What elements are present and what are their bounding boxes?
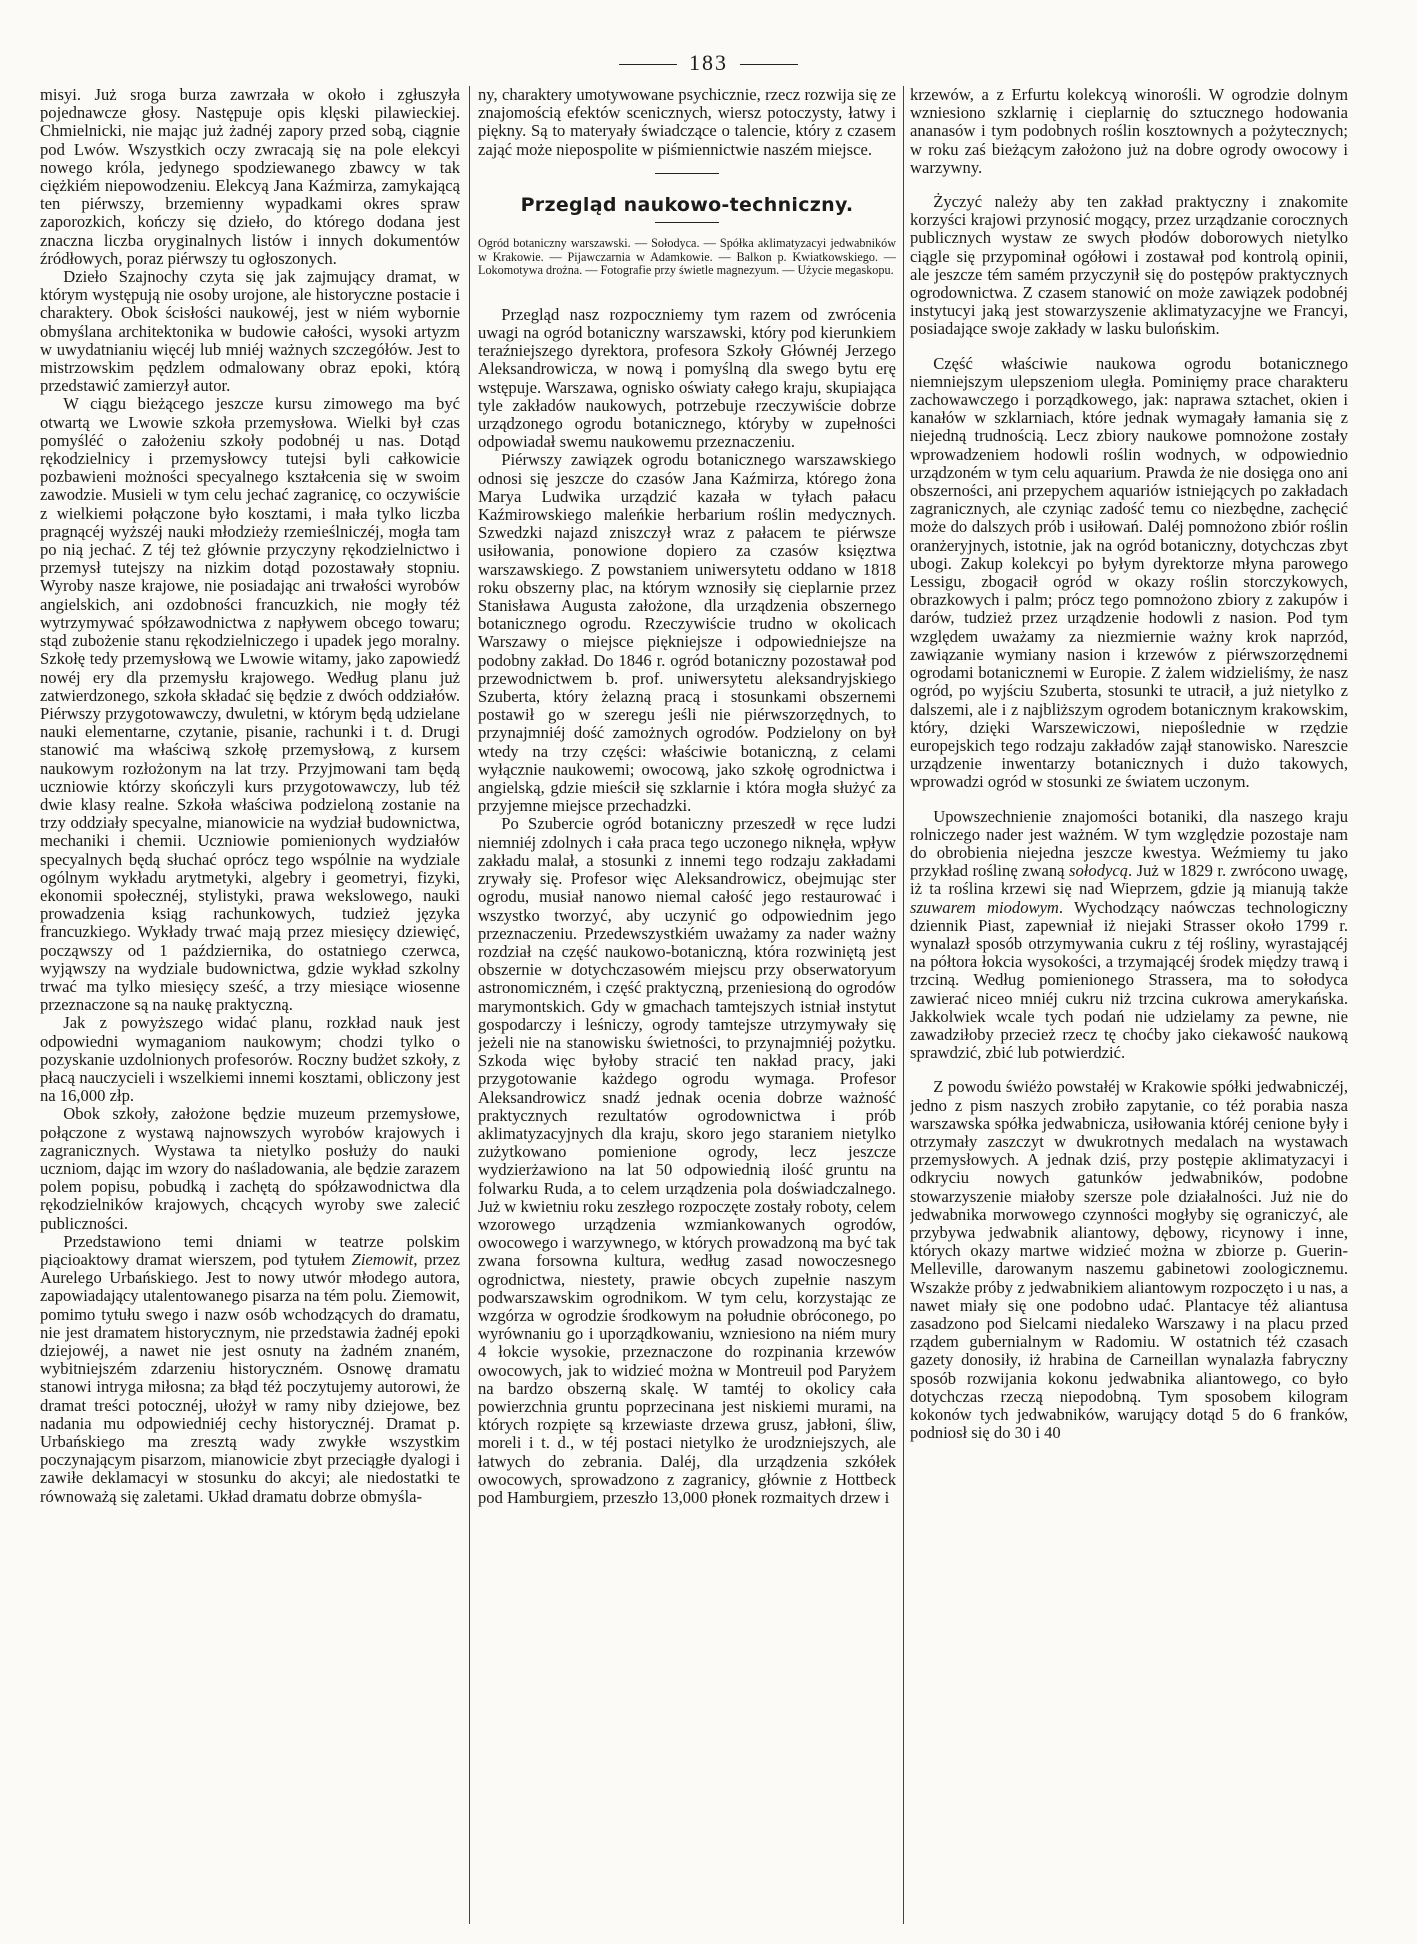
paragraph: Piérwszy zawiązek ogrodu botanicznego warszawskiego odnosi się jeszcze do czasów Jana Kaźmirza, którego żona Marya Ludwika urządzić kazała w tyłach pałacu Kaźmirowskiego maleńkie herbarium roślin medycznych. Szwedzki najazd zniszczył wraz z pałacem te piérwsze usiłowania, ponowione dopiero za czasów księztwa warszawskiego. Z powstaniem uniwersytetu oddano w 1818 roku obszerny plac, na którym wznosiły się cieplarnie przez Stanisława Augusta założone, dla urządzenia obszernego botanicznego ogrodu. Rzeczywiście trudno w okolicach Warszawy o miejsce piękniejsze i odpowiedniejsze na podobny zakład. Do 1846 r. ogród botaniczny pozostawał pod przewodnictwem b. prof. uniwersytetu aleksandryjskiego Szuberta, który żelazną pracą i stosunkami obszernemi postawił go w szeregu jeśli nie piérwszorzędnych, to przynajmniéj dość zamożnych ogrodów. Podzielony on był wtedy na trzy części: właściwie botaniczną, z celami wyłącznie naukowemi; owocową, jako szkołę ogrodnictwa i angielską, gdzie mieścił się szklarnie i która mogła służyć za przyjemne miejsce przechadzki. (478, 450, 896, 816)
text-run: . Już w 1829 r. zwrócono uwagę, iż ta roślina krzewi się nad Wieprzem, gdzie ją mianują także (910, 861, 1348, 899)
paragraph: krzewów, a z Erfurtu kolekcyą winorośli. W ogrodzie dolnym wzniesiono szklarnię i cieplarnię do sztucznego hodowania ananasów i tym podobnych roślin kosztownych a pożytecznych; w roku zaś bieżącym założono już na dobre ogrody owocowy i warzywny. (910, 86, 1348, 177)
drama-title: Ziemowit (351, 1250, 414, 1269)
text-run: . Wychodzący naówczas technologiczny dziennik Piast, zapewniał iż niejaki Strasser około 1799 r. wynalazł sposób otrzymywania cukru z téj rośliny, wyrastającéj na półtora łokcia wysokości, a trzymającéj środek między trawą i trzciną. Według pomienionego Strassera, ma to sołodyca zawierać niceo mniéj cukru niż trzcina cukrowa amerykańska. Jakkolwiek wcale tych podań nie udzielamy za pewne, nie zawadziłoby przecież rzecz tę choćby jako ciekawość naukową sprawdzić, zbić lub potwierdzić. (910, 897, 1348, 1063)
column-left (40, 86, 460, 1924)
paragraph: Dzieło Szajnochy czyta się jak zajmujący dramat, w którym występują nie osoby urojone, ale historyczne postacie i charaktery. Obok ścisłości naukowéj, jest w niém wybornie obmyślana architektonika w budowie całości, wysoki artyzm w uwydatnianiu więcéj lub mniéj ważnych szczegółów. Jest to mistrzowskim pędzlem odmalowany obraz epoki, którą przedstawić zamierzył autor. (40, 267, 460, 396)
page-number (0, 50, 1417, 76)
plant-name: szuwarem miodowym (910, 897, 1059, 917)
section-divider (655, 173, 719, 174)
column-divider (903, 86, 904, 1924)
text-run: , przez Aurelego Urbańskiego. Jest to nowy utwór młodego autora, zapowiadający utalentowanego pisarza na tém polu. Ziemowit, pomimo tytułu swego i nazw osób wchodzących do dramatu, nie jest dramatem historycznym, nie przedstawia żadnéj epoki dziejowéj, a nawet nie jest osnuty na żadném znaném, wybitniejszém zdarzeniu historyczném. Osnowę dramatu stanowi intryga miłosna; za błąd téż poczytujemy autorowi, że dramat treści potocznéj, ułożył w ramy niby dziejowe, bez nadania mu odpowiedniéj cechy historycznéj. Dramat p. Urbańskiego ma zresztą wady zwykłe wszystkim poczynającym pisarzom, mianowicie zbyt przeciągłe dyalogi i zawiłe deklamacyi w stosunku do akcyi; ale niedostatki te równoważą się zaletami. Układ dramatu dobrze obmyśla- (40, 1250, 460, 1506)
plant-name: sołodycą (1069, 861, 1129, 881)
paragraph: misyi. Już sroga burza zawrzała w około i zgłuszyła pojednawcze głosy. Następuje opis klęski pilawieckiej. Chmielnicki, nie mając już żadnéj zapory przed sobą, ciągnie pod Lwów. Wszystkich oczy zwracają się na pole elekcyi nowego króla, jedynego spodziewanego zbawcy w tak ciężkiém niepowodzeniu. Elekcyą Jana Kaźmirza, zamykającą ten piérwszy, brzemienny wypadkami okres spraw zaporozkich, kończy się dzieło, do którego dodana jest znaczna liczba oryginalnych listów i innych dokumentów źródłowych, poraz piérwszy tu ogłoszonych. (40, 86, 460, 268)
paragraph: Obok szkoły, założone będzie muzeum przemysłowe, połączone z wystawą najnowszych wyrobów krajowych i zagranicznych. Wystawa ta nietylko posłuży do nauki uczniom, dając im wzory do naśladowania, ale będzie zarazem polem popisu, pobudką i zachętą do spółzawodnictwa dla rękodzielników krajowych, chcących wyroby swe zalecić publiczności. (40, 1104, 460, 1233)
paragraph: Po Szubercie ogród botaniczny przeszedł w ręce ludzi niemniéj zdolnych i cała praca tego uczonego niknęła, wpływ zakładu malał, a stosunki z innemi tego rodzaju zakładami zrywały się. Profesor więc Aleksandrowicz, obejmując ster ogrodu, musiał nanowo niemal całość jego restaurować i wszystko tworzyć, aby uczynić go odpowiednim jego przeznaczeniu. Przedewszystkiém uważamy za nader ważny rozdział na część naukowo-botaniczną, która rozwiniętą jest obszernie w dotychczasowém miejscu przy obserwatoryum astronomiczném, i część praktyczną, przeniesioną do ogrodów marymontskich. Gdy w gmachach tamtejszych istniał instytut gospodarczy i leśniczy, ogrody tamtejsze utrzymywały się jeżeli nie na stanowisku świetności, to przynajmniéj pożytku. Szkoda więc byłoby stracić ten nakład pracy, jaki przygotowanie każdego ogrodu wymaga. Profesor Aleksandrowicz snadź jednak ocenia dobrze ważność praktycznych rezultatów ogrodownictwa i prób aklimatyzacyjnych dla kraju, skoro jego staraniem nietylko zużytkowano pomienione ogrody, lecz jeszcze wydzierżawiono na lat 50 odpowiednią ilość gruntu na folwarku Ruda, a to celem urządzenia pola doświadczalnego. Już w kwietniu roku zeszłego rozpoczęte zostały roboty, celem wzorowego urządzenia wzmiankowanych ogrodów, owocowego i warzywnego, w których prowadzoną ma być tak zwana forsowna kultura, według zasad nowoczesnego ogrodnictwa, niestety, prawie obcych zupełnie naszym podwarszawskim ogrodnikom. W tym celu, korzystając ze wzgórza w ogrodzie środkowym na południe obróconego, po wyrównaniu go i uporządkowaniu, wzniesiono na niém mury 4 łokcie wysokie, przeznaczone do rozpinania krzewów owocowych, jak to widzieć można w Montreuil pod Paryżem na bardzo obszerną skalę. W tamtéj to okolicy cała powierzchnia gruntu poprzecinana jest niskiemi murami, na których rozpięte są krzewiaste drzewa grusz, jabłoni, śliw, moreli i t. d., w téj postaci nietylko że urodzniejszych, ale łatwych do zebrania. Daléj, dla urządzenia szkółek owocowych, sprowadzono z zagranicy, głównie z Hottbeck pod Hamburgiem, przeszło 13,000 płonek rozmaitych drzew i (478, 814, 896, 1507)
paragraph: W ciągu bieżącego jeszcze kursu zimowego ma być otwartą we Lwowie szkoła przemysłowa. Wielki był czas pomyśléć o założeniu szkoły podobnéj u nas. Dotąd rękodzielnicy i przemysłowcy tutejsi byli całkowicie pozbawieni możności specyalnego kształcenia się w swoim zawodzie. Musieli w tym celu jechać zagranicę, co oczywiście z wielkiemi połączone było kosztami, i mała tylko liczba pragnącéj wyższéj nauki młodzieży rzemieślniczéj, mogła tam po nią jechać. Z téj też głównie przyczyny rękodzielnictwo i przemysł tutejszy na nizkim dotąd pozostawały stopniu. Wyroby nasze krajowe, nie posiadając ani trwałości wyrobów angielskich, ani ozdobności francuzkich, nie mogły téż wytrzymywać spółzawodnictwa z napływem obcego towaru; stąd zubożenie stanu rękodzielniczego i upadek jego moralny. Szkołę tedy przemysłową we Lwowie witamy, jako zapowiedź nowéj ery dla przemysłu krajowego. Według planu już zatwierdzonego, szkoła składać się będzie z dwóch oddziałów. Piérwszy przygotowawczy, dwuletni, w którym będą udzielane nauki elementarne, czytanie, pisanie, rachunki i t. d. Drugi stanowić ma właściwą szkołę przemysłową, z kursem naukowym rozłożonym na lat trzy. Przyjmowani tam będą uczniowie którzy skończyli kurs przygotowawczy, lub téż dwie klasy realne. Szkoła właściwa podzieloną zostanie na trzy oddziały specyalne, mianowicie na wydział budownictwa, mechaniki i chemii. Uczniowie pomienionych wydziałów specyalnych będą słuchać oprócz tego wspólnie na wydziale ogólnym wykładu arytmetyki, algebry i geometryi, fizyki, ekonomii społecznéj, stylistyki, prawa wekslowego, nauki prowadzenia ksiąg rachunkowych, tudzież języka francuzkiego. Wykłady trwać mają przez miesięcy dziewięć, począwszy od 1 października, do ostatniego czerwca, wyjąwszy na wydziale budownictwa, gdzie wykład szkolny trwać ma tylko miesięcy sześć, a trzy miesiące wiosenne przeznaczone są na naukę praktyczną. (40, 394, 460, 1015)
text-run: Przedstawiono temi dniami w teatrze polskim piącioaktowy dramat wierszem, pod tytułem (40, 1231, 460, 1269)
text-run: Upowszechnienie znajomości botaniki, dla naszego kraju rolniczego nader jest ważném. W tym względzie pozostaje nam do obrobienia niejedna jeszcze kwestya. Weźmiemy tu jako przykład roślinę zwaną (910, 806, 1348, 881)
page-number-rule-right (740, 64, 798, 65)
paragraph: Przegląd nasz rozpoczniemy tym razem od zwrócenia uwagi na ogród botaniczny warszawski, który pod kierunkiem teraźniejszego dyrektora, profesora Szkoły Głównéj Jerzego Aleksandrowicza, w nową i pomyślną dla swego bytu erę wstępuje. Warszawa, ognisko oświaty całego kraju, skupiająca tyle zakładów naukowych, potrzebuje rzeczywiście dobrze urządzonego ogrodu botanicznego, któryby w zupełności odpowiadał swemu naukowemu przeznaczeniu. (478, 304, 896, 452)
section-divider (655, 222, 719, 223)
section-title: Przegląd naukowo-techniczny. (520, 193, 854, 216)
column-middle (478, 86, 896, 1924)
paragraph: ny, charaktery umotywowane psychicznie, rzecz rozwija się ze znajomością efektów scenicznych, wiersz potoczysty, łatwy i piękny. Są to materyały świadczące o talencie, który z czasem zająć może niepospolite w piśmiennictwie naszém miejsce. (478, 86, 896, 159)
page-number-rule-left (619, 64, 677, 65)
page-number-text: 183 (689, 50, 728, 75)
section-contents: Ogród botaniczny warszawski. — Sołodyca. — Spółka aklimatyzacyi jedwabników w Krakowie. — Pijawczarnia w Adamkowie. — Balkon p. Kwiatkowskiego. — Lokomotywa drożna. — Fotografie przy świetle magnezyum. — Użycie megaskopu. (478, 236, 896, 278)
column-divider (469, 86, 470, 1924)
column-right (910, 86, 1348, 1924)
paragraph: Życzyć należy aby ten zakład praktyczny i znakomite korzyści krajowi przynosić mogący, przez urządzanie corocznych publicznych wystaw ze swych płodów doborowych nietylko ciągle się przypominał ogółowi i zostawał pod kontrolą opinii, ale jeszcze tém samém przyczynił się do postępów praktycznych ogrodownictwa. Z czasem stanowić on może zawiązek podobnéj instytucyi jaką jest stowarzyszenie aklimatyzacyjne we Francyi, posiadające swoje zakłady w lasku bulońskim. (910, 192, 1348, 339)
paragraph: Jak z powyższego widać planu, rozkład nauk jest odpowiedni wymaganiom naukowym; chodzi tylko o pozyskanie uzdolnionych profesorów. Roczny budżet szkoły, z płacą nauczycieli i wszelkiemi innemi kosztami, obliczony jest na 16,000 złp. (40, 1013, 460, 1106)
paragraph: Z powodu świéżo powstałéj w Krakowie spółki jedwabniczéj, jedno z pism naszych zrobiło zapytanie, co téż porabia nasza warszawska spółka jedwabnicza, usiłowania któréj cenione były i otrzymały zaszczyt w dwukrotnych medalach na wystawach przemysłowych. A jednak dziś, przy postępie aklimatyzacyi i odkryciu nowych gatunków jedwabników, podobne stowarzyszenie miałoby szersze pole działalności. Już nie do jedwabnika morwowego czynności mogłyby się ograniczyć, ale przybywa jedwabnik aliantowy, dębowy, ricynowy i inne, których okazy martwe widzieć można w zbiorze p. Guerin-Melleville, darowanym naszemu gabinetowi zoologicznemu. Wszakże próby z jedwabnikiem aliantowym rozpoczęto i u nas, a nawet miały się one podobno udać. Plantacye téż aliantusa zasadzono pod Sielcami niedaleko Warszawy i na placu przed rządem gubernialnym w Radomiu. W ostatnich téż czasach gazety donosiły, iż hrabina de Carneillan wynalazła fabryczny sposób rozwijania kokonu jedwabnika aliantowego, co było dotychczas rzeczą niepodobną. Tym sposobem kilogram kokonów tych jedwabników, warujący dotąd 5 do 6 franków, podniosł się do 30 i 40 (910, 1077, 1348, 1443)
paragraph (40, 1233, 460, 1506)
paragraph: Część właściwie naukowa ogrodu botanicznego niemniejszym ulepszeniom uległa. Pominięmy prace charakteru zachowawczego i porządkowego, jak: naprawa sztachet, okien i kanałów w szklarniach, które jednak wymagały łamania się z niejedną trudnością. Lecz zbiory naukowe pomnożone zostały wprowadzeniem hodowli roślin wodnych, w odpowiednio urządzoném w tym celu aquarium. Prawda że nie dosięga ono ani obszerności, ani przepychem aquariów istniejących po zakładach zagranicznych, ale czyniąc zadość temu co niezbędne, zachęcić może do dalszych prób i usiłowań. Daléj pomnożono zbiór roślin oranżeryjnych, istotnie, jak na ogród botaniczny, dotychczas zbyt ubogi. Zakup kolekcyi po byłym dyrektorze młyna parowego Lessigu, zbogacił ogród w okazy roślin storczykowych, obrazkowych i palm; prócz tego pomnożono zbiory z zakupów i darów, tudzież przez urządzenie hodowli z nasion. Pod tym względem uważamy za niezmiernie ważny krok naprzód, zawiązanie wymiany nasion i krzewów z piérwszorzędnemi ogrodami botanicznemi w Europie. Z żalem widzieliśmy, że nasz ogród, po wyjściu Szuberta, stosunki te utracił, a już nietylko z dalszemi, ale i z najbliższym ogrodem botanicznym krakowskim, który, dzięki Warszewiczowi, niepoślednie w rzędzie europejskich tego rodzaju zakładów zajął stanowisko. Nareszcie urządzenie inwentarzy botanicznych i dużo takowych, wprowadzi ogród w stosunki ze światem uczonym. (910, 353, 1348, 792)
paragraph (910, 808, 1348, 1063)
